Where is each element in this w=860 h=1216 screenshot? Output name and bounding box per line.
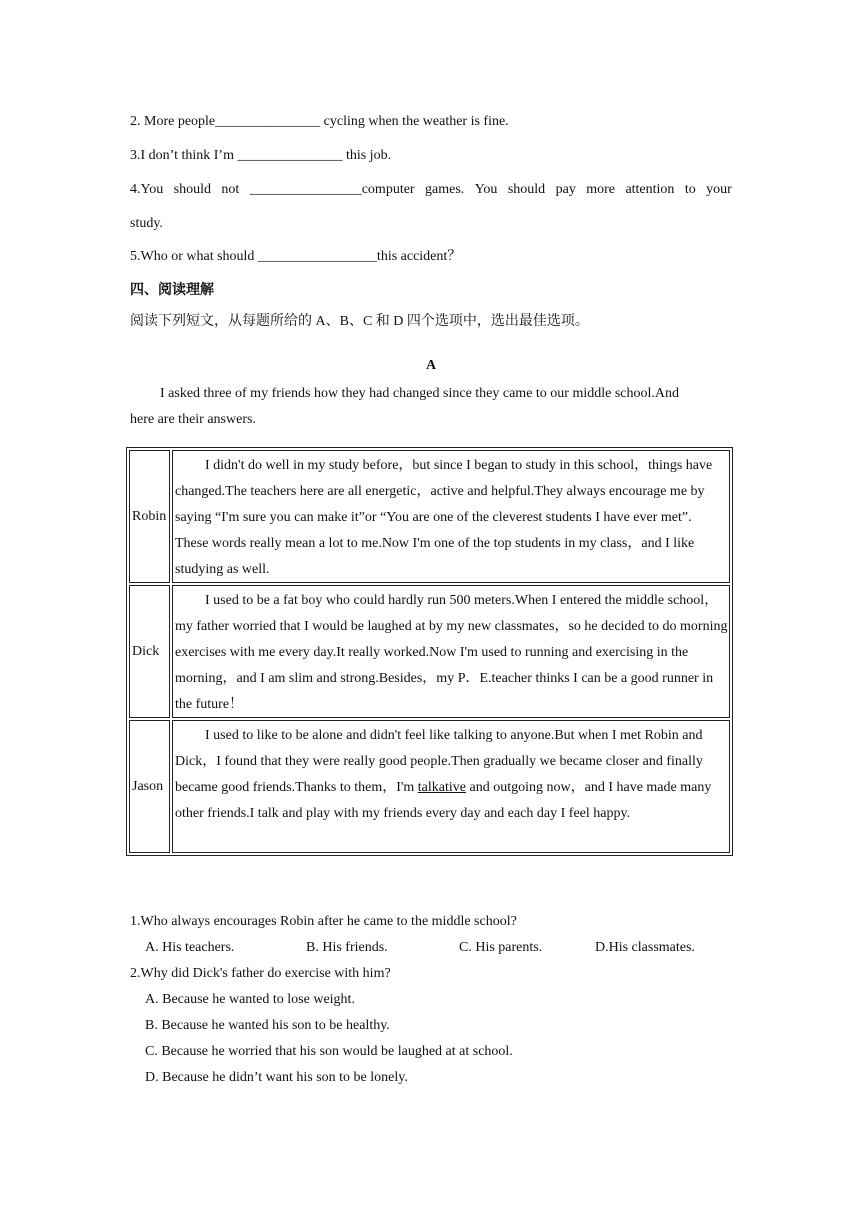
q4-word: games. (425, 182, 465, 197)
friend-answer-cell (172, 450, 730, 583)
q4-word: pay (555, 182, 576, 197)
option-a: A. His teachers. (145, 940, 235, 955)
option-c: C. Because he worried that his son would be laughed at at school. (145, 1044, 513, 1059)
passage-intro-line-1: I asked three of my friends how they had changed since they came to our middle school.And (160, 386, 680, 401)
table-row (129, 585, 730, 718)
friend-answer-text: I didn't do well in my study before，but since I began to study in this school，things have changed.The teachers here are all energetic，active and helpful.They always encourage me by saying “I'm sure you can make it”or “You are one of the cleverest students I have ever met”. These words really mean a lot to me.Now I'm one of the top students in my class，and I like studying as well. (175, 458, 713, 577)
answer-text-after: and outgoing now，and I have made many other friends.I talk and play with my friends every day and each day I feel happy. (175, 780, 712, 821)
friend-name-cell: Dick (129, 585, 170, 718)
table-row (129, 720, 730, 853)
friend-name-cell: Jason (129, 720, 170, 853)
fill-in-question-4 (130, 180, 732, 200)
question-1-stem: 1.Who always encourages Robin after he came to the middle school? (130, 914, 517, 929)
q4-word: 4.You (130, 182, 164, 197)
q4-word: should (507, 182, 546, 197)
underlined-word: talkative (417, 780, 466, 795)
friend-name-cell: Robin (129, 450, 170, 583)
q4-word: not (221, 182, 240, 197)
q4-word: attention (625, 182, 675, 197)
section-instruction: 阅读下列短文，从每题所给的 A、B、C 和 D 四个选项中，选出最佳选项。 (130, 314, 589, 329)
passage-label: A (425, 358, 437, 373)
option-c: C. His parents. (459, 940, 543, 955)
passage-table (126, 447, 733, 856)
q4-word: to (684, 182, 696, 197)
question-2-stem: 2.Why did Dick's father do exercise with him? (130, 966, 391, 981)
friend-answer-cell (172, 720, 730, 853)
q4-word: your (706, 182, 732, 197)
q4-word: ________________computer (249, 182, 415, 197)
section-heading: 四、阅读理解 (130, 283, 214, 298)
answer-text-before: I used to like to be alone and didn't feel like talking to anyone.But when I met Robin and Dick，I found that they were really good people.Then gradually we became closer and finally became good friends.Thanks to them，I'm (175, 728, 703, 795)
passage-intro-line-2: here are their answers. (130, 412, 256, 427)
option-d: D. Because he didn’t want his son to be lonely. (145, 1070, 408, 1085)
q4-word: You (474, 182, 498, 197)
option-d: D.His classmates. (595, 940, 695, 955)
q4-word: more (586, 182, 616, 197)
fill-in-question-5: 5.Who or what should _________________this accident？ (130, 249, 462, 264)
fill-in-question-4-continuation: study. (130, 216, 163, 231)
option-b: B. His friends. (306, 940, 388, 955)
fill-in-question-2: 2. More people_______________ cycling when the weather is fine. (130, 114, 509, 129)
question-1-options (145, 938, 705, 958)
friend-answer-text: I used to be a fat boy who could hardly run 500 meters.When I entered the middle school，my father worried that I would be laughed at by my new classmates，so he decided to do morning exercises with me every day.It really worked.Now I'm used to running and exercising in the morning，and I am slim and strong.Besides，my P．E.teacher thinks I can be a good runner in the future！ (175, 593, 728, 712)
option-b: B. Because he wanted his son to be healthy. (145, 1018, 390, 1033)
fill-in-question-3: 3.I don’t think I’m _______________ this job. (130, 148, 392, 163)
option-a: A. Because he wanted to lose weight. (145, 992, 355, 1007)
table-row (129, 450, 730, 583)
friend-answer-text (175, 723, 728, 827)
q4-word: should (173, 182, 211, 197)
friend-answer-cell (172, 585, 730, 718)
